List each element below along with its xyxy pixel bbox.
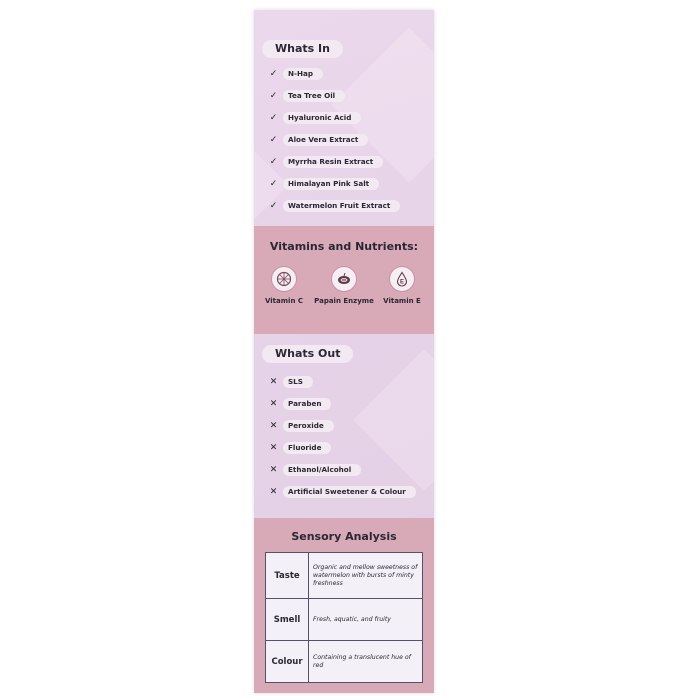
check-icon: ✓ — [269, 135, 278, 145]
nutrient-vitamin-e: E Vitamin E — [372, 266, 432, 305]
whats-in-item: ✓ Aloe Vera Extract — [268, 134, 368, 146]
check-icon: ✓ — [269, 113, 278, 123]
nutrient-vitamin-c: Vitamin C — [254, 266, 314, 305]
whats-out-item: ✕ Ethanol/Alcohol — [268, 464, 361, 476]
decorative-shard — [353, 349, 434, 490]
cross-icon: ✕ — [269, 421, 278, 431]
svg-text:E: E — [399, 279, 405, 286]
whats-out-item: ✕ Artificial Sweetener & Colour — [268, 486, 416, 498]
whats-in-item: ✓ Hyaluronic Acid — [268, 112, 361, 124]
whats-in-item: ✓ Myrrha Resin Extract — [268, 156, 383, 168]
check-icon: ✓ — [269, 69, 278, 79]
table-row: Colour Containing a translucent hue of red — [266, 641, 423, 683]
cross-icon: ✕ — [269, 399, 278, 409]
papaya-icon — [331, 266, 357, 292]
table-row: Smell Fresh, aquatic, and fruity — [266, 599, 423, 641]
whats-out-heading: Whats Out — [262, 345, 353, 363]
check-icon: ✓ — [269, 157, 278, 167]
product-box-panel — [254, 10, 434, 693]
whats-in-item: ✓ Tea Tree Oil — [268, 90, 345, 102]
whats-in-item: ✓ Himalayan Pink Salt — [268, 178, 379, 190]
sensory-heading: Sensory Analysis — [291, 530, 397, 543]
nutrient-papain-enzyme: Papain Enzyme — [310, 266, 378, 305]
whats-out-item: ✕ Peroxide — [268, 420, 334, 432]
cross-icon: ✕ — [269, 443, 278, 453]
vitamins-heading: Vitamins and Nutrients: — [269, 240, 419, 253]
citrus-slice-icon — [271, 266, 297, 292]
sensory-table — [265, 552, 423, 683]
cross-icon: ✕ — [269, 377, 278, 387]
whats-out-item: ✕ Paraben — [268, 398, 331, 410]
whats-out-item: ✕ Fluoride — [268, 442, 331, 454]
table-row: Taste Organic and mellow sweetness of watermelon with bursts of minty freshness — [266, 553, 423, 599]
check-icon: ✓ — [269, 201, 278, 211]
whats-in-item: ✓ N-Hap — [268, 68, 323, 80]
cross-icon: ✕ — [269, 487, 278, 497]
check-icon: ✓ — [269, 91, 278, 101]
whats-in-heading: Whats In — [262, 40, 343, 58]
vitamin-e-drop-icon — [389, 266, 415, 292]
cross-icon: ✕ — [269, 465, 278, 475]
whats-in-item: ✓ Watermelon Fruit Extract — [268, 200, 400, 212]
check-icon: ✓ — [269, 179, 278, 189]
whats-out-item: ✕ SLS — [268, 376, 313, 388]
